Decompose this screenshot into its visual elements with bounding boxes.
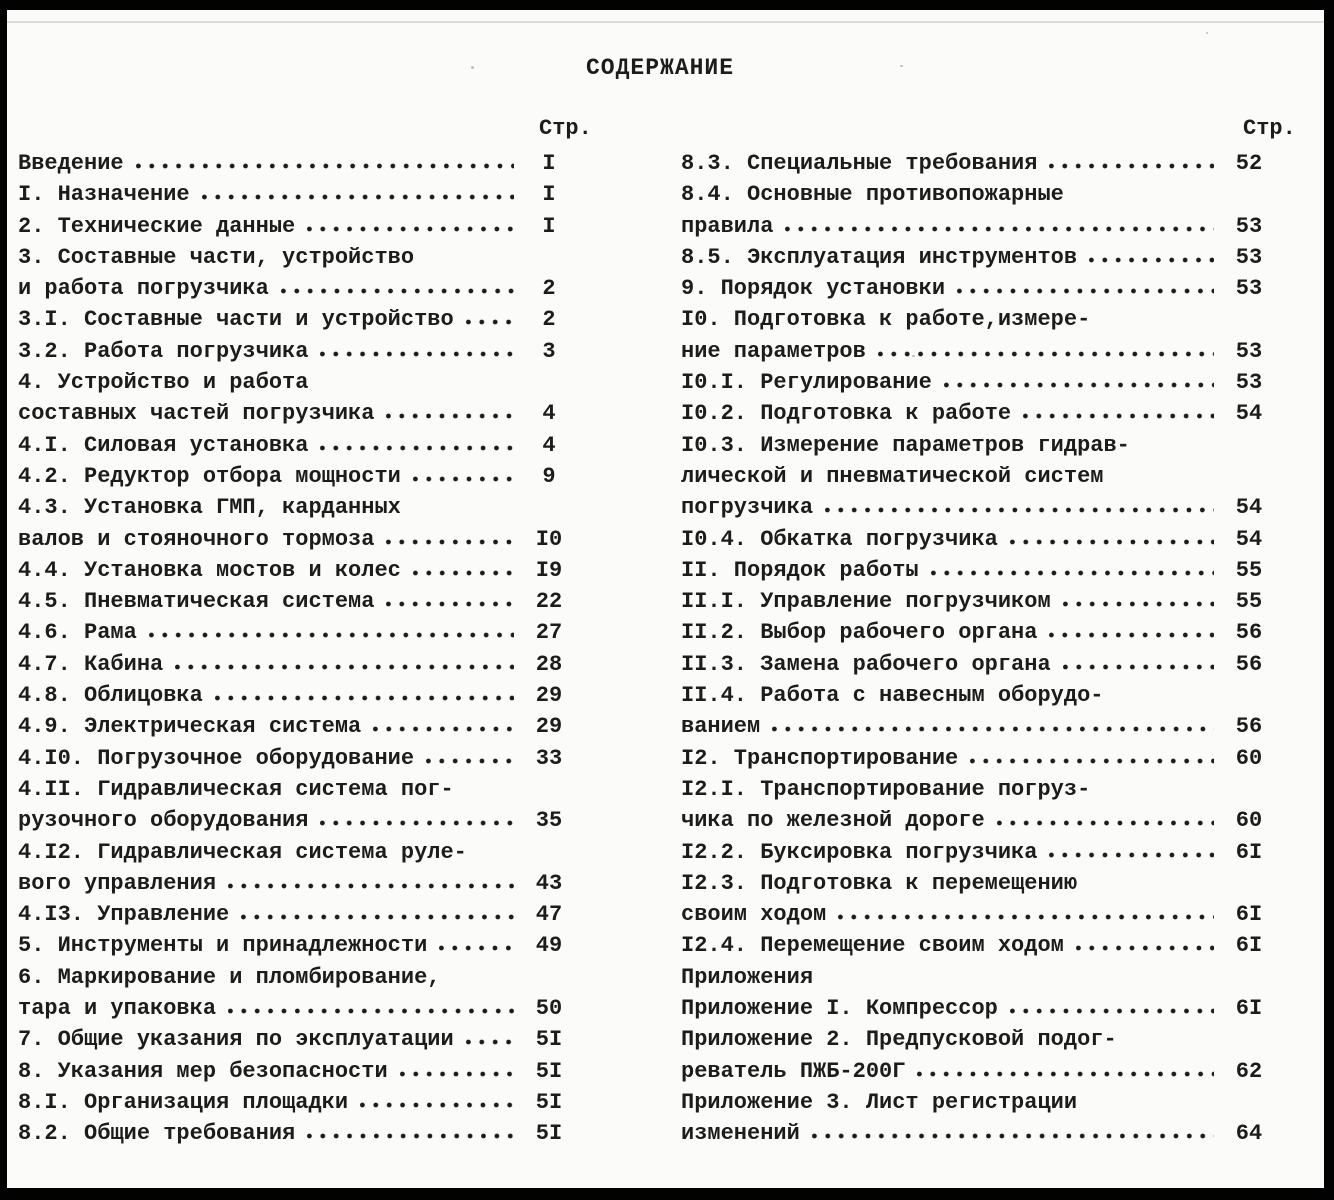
- toc-line: [681, 307, 1278, 338]
- toc-page-number: 62: [1235, 1058, 1263, 1084]
- toc-entry-text: 3. Составные части, устройство: [18, 244, 415, 270]
- toc-line: [18, 714, 578, 745]
- toc-leader-dots: [466, 1029, 514, 1045]
- toc-leader-dots: [439, 935, 514, 951]
- toc-page-number: 49: [535, 933, 563, 959]
- toc-page-number: 5I: [535, 1027, 563, 1053]
- toc-entry-text: изменений: [681, 1121, 800, 1147]
- toc-line: [18, 871, 578, 902]
- toc-page-number: 53: [1235, 370, 1263, 396]
- toc-line: [681, 276, 1278, 307]
- toc-line: [681, 558, 1278, 589]
- toc-line: [681, 683, 1278, 714]
- toc-leader-dots: [812, 1123, 1214, 1139]
- toc-line: [18, 214, 578, 245]
- page-column-header-right: Стр.: [1243, 116, 1296, 141]
- toc-line: [18, 589, 578, 620]
- toc-leader-dots: [320, 810, 514, 826]
- toc-leader-dots: [175, 654, 514, 670]
- toc-line: [681, 214, 1278, 245]
- toc-page-number: 6I: [1235, 996, 1263, 1022]
- toc-page-number: 56: [1235, 620, 1263, 646]
- toc-line: [681, 433, 1278, 464]
- toc-line: [681, 339, 1278, 370]
- toc-page-number: 6I: [1235, 839, 1263, 865]
- toc-leader-dots: [386, 591, 514, 607]
- toc-page-number: 3: [542, 338, 556, 364]
- toc-leader-dots: [136, 153, 514, 169]
- toc-entry-text: I2.4. Перемещение своим ходом: [681, 933, 1064, 959]
- toc-entry-text: 4.I2. Гидравлическая система руле-: [18, 839, 467, 865]
- toc-entry-text: 8.2. Общие требования: [18, 1121, 296, 1147]
- toc-page-number: I: [542, 213, 556, 239]
- toc-page-number: 54: [1235, 495, 1263, 521]
- toc-line: [681, 933, 1278, 964]
- toc-entry-text: правила: [681, 213, 774, 239]
- toc-leader-dots: [772, 716, 1214, 732]
- toc-entry-text: рузочного оборудования: [18, 808, 309, 834]
- toc-entry-text: ние параметров: [681, 338, 866, 364]
- toc-entry-text: 3.2. Работа погрузчика: [18, 338, 309, 364]
- toc-entry-text: составных частей погрузчика: [18, 401, 375, 427]
- toc-page-number: 55: [1235, 557, 1263, 583]
- toc-leader-dots: [1010, 529, 1214, 545]
- toc-line: [18, 777, 578, 808]
- toc-entry-text: 4.5. Пневматическая система: [18, 589, 375, 615]
- toc-entry-text: Приложение 2. Предпусковой подог-: [681, 1027, 1117, 1053]
- toc-line: [18, 151, 578, 182]
- toc-line: [681, 370, 1278, 401]
- toc-entry-text: 4.4. Установка мостов и колес: [18, 557, 401, 583]
- toc-entry-text: 4.7. Кабина: [18, 651, 164, 677]
- toc-line: [18, 558, 578, 589]
- toc-line: [681, 902, 1278, 933]
- toc-line: [681, 965, 1278, 996]
- toc-leader-dots: [1076, 935, 1214, 951]
- toc-leader-dots: [281, 278, 514, 294]
- toc-page-number: 60: [1235, 808, 1263, 834]
- toc-line: [681, 652, 1278, 683]
- toc-page-number: 33: [535, 745, 563, 771]
- toc-entry-text: 4. Устройство и работа: [18, 370, 309, 396]
- toc-page-number: 29: [535, 714, 563, 740]
- toc-leader-dots: [413, 560, 514, 576]
- toc-page-number: 5I: [535, 1058, 563, 1084]
- toc-page-number: 55: [1235, 589, 1263, 615]
- toc-line: [18, 683, 578, 714]
- toc-entry-text: I. Назначение: [18, 182, 190, 208]
- toc-leader-dots: [413, 466, 514, 482]
- toc-entry-text: I0.2. Подготовка к работе: [681, 401, 1012, 427]
- toc-leader-dots: [1023, 403, 1214, 419]
- toc-leader-dots: [1049, 842, 1214, 858]
- toc-page-number: 56: [1235, 714, 1263, 740]
- toc-leader-dots: [1089, 247, 1214, 263]
- toc-page-number: 54: [1235, 526, 1263, 552]
- toc-entry-text: I2.3. Подготовка к перемещению: [681, 870, 1078, 896]
- toc-entry-text: 8.I. Организация площадки: [18, 1089, 349, 1115]
- toc-page-number: 5I: [535, 1121, 563, 1147]
- toc-line: [681, 620, 1278, 651]
- toc-line: [18, 495, 578, 526]
- toc-page-number: 2: [542, 276, 556, 302]
- toc-leader-dots: [400, 1061, 514, 1077]
- toc-leader-dots: [1049, 153, 1214, 169]
- scan-speck: [1206, 32, 1208, 34]
- toc-entry-text: Приложение I. Компрессор: [681, 996, 998, 1022]
- toc-leader-dots: [944, 372, 1214, 388]
- toc-line: [18, 620, 578, 651]
- toc-entry-text: 3.I. Составные части и устройство: [18, 307, 454, 333]
- toc-entry-text: II. Порядок работы: [681, 557, 919, 583]
- toc-line: [18, 245, 578, 276]
- toc-leader-dots: [1010, 998, 1214, 1014]
- scanned-page: [7, 10, 1324, 1188]
- toc-line: [681, 996, 1278, 1027]
- toc-page-number: I0: [535, 526, 563, 552]
- toc-entry-text: погрузчика: [681, 495, 814, 521]
- toc-line: [681, 589, 1278, 620]
- toc-line: [18, 652, 578, 683]
- toc-line: [18, 1027, 578, 1058]
- toc-line: [18, 1090, 578, 1121]
- toc-line: [18, 965, 578, 996]
- toc-entry-text: реватель ПЖБ-200Г: [681, 1058, 906, 1084]
- toc-line: [681, 1027, 1278, 1058]
- toc-entry-text: 8.5. Эксплуатация инструментов: [681, 244, 1078, 270]
- toc-entry-text: Приложение 3. Лист регистрации: [681, 1089, 1078, 1115]
- toc-left-column: [18, 151, 578, 1153]
- toc-line: [681, 464, 1278, 495]
- scan-speck: [471, 66, 474, 69]
- toc-entry-text: Введение: [18, 151, 124, 176]
- toc-line: [18, 182, 578, 213]
- toc-entry-text: тара и упаковка: [18, 996, 217, 1022]
- toc-leader-dots: [307, 216, 514, 232]
- toc-line: [18, 464, 578, 495]
- toc-line: [681, 1059, 1278, 1090]
- toc-entry-text: I2.2. Буксировка погрузчика: [681, 839, 1038, 865]
- toc-line: [18, 933, 578, 964]
- toc-entry-text: 7. Общие указания по эксплуатации: [18, 1027, 454, 1053]
- toc-line: [18, 746, 578, 777]
- toc-leader-dots: [307, 1123, 514, 1139]
- toc-leader-dots: [215, 685, 514, 701]
- toc-page-number: I9: [535, 557, 563, 583]
- page-column-header-left: Стр.: [539, 116, 592, 141]
- toc-page-number: 53: [1235, 338, 1263, 364]
- toc-page-number: 6I: [1235, 902, 1263, 928]
- toc-line: [681, 182, 1278, 213]
- toc-page-number: 27: [535, 620, 563, 646]
- toc-line: [18, 307, 578, 338]
- toc-page-number: 22: [535, 589, 563, 615]
- toc-entry-text: I2.I. Транспортирование погруз-: [681, 776, 1091, 802]
- toc-entry-text: II.4. Работа с навесным оборудо-: [681, 683, 1104, 709]
- toc-entry-text: 8. Указания мер безопасности: [18, 1058, 388, 1084]
- toc-leader-dots: [878, 341, 1214, 357]
- toc-page-number: 50: [535, 996, 563, 1022]
- toc-entry-text: ванием: [681, 714, 761, 740]
- toc-leader-dots: [386, 529, 514, 545]
- toc-line: [681, 714, 1278, 745]
- toc-page-number: 56: [1235, 651, 1263, 677]
- toc-page-number: I: [542, 182, 556, 208]
- scan-speck: [912, 355, 915, 357]
- toc-line: [18, 401, 578, 432]
- toc-leader-dots: [228, 998, 514, 1014]
- toc-line: [18, 433, 578, 464]
- toc-leader-dots: [241, 904, 514, 920]
- toc-line: [681, 808, 1278, 839]
- toc-page-number: 29: [535, 683, 563, 709]
- toc-entry-text: I0.3. Измерение параметров гидрав-: [681, 432, 1130, 458]
- toc-leader-dots: [825, 497, 1214, 513]
- toc-page-number: 4: [542, 401, 556, 427]
- toc-line: [18, 808, 578, 839]
- toc-leader-dots: [386, 403, 514, 419]
- toc-line: [18, 276, 578, 307]
- toc-page-number: 2: [542, 307, 556, 333]
- toc-entry-text: 4.I0. Погрузочное оборудование: [18, 745, 415, 771]
- toc-entry-text: 5. Инструменты и принадлежности: [18, 933, 428, 959]
- toc-entry-text: 8.4. Основные противопожарные: [681, 182, 1064, 208]
- toc-leader-dots: [1049, 622, 1214, 638]
- toc-entry-text: 4.II. Гидравлическая система пог-: [18, 776, 454, 802]
- toc-line: [18, 840, 578, 871]
- toc-page-number: 54: [1235, 401, 1263, 427]
- toc-leader-dots: [320, 341, 514, 357]
- toc-leader-dots: [970, 748, 1214, 764]
- toc-page-number: 53: [1235, 213, 1263, 239]
- toc-page-number: 43: [535, 870, 563, 896]
- toc-leader-dots: [931, 560, 1214, 576]
- toc-line: [18, 902, 578, 933]
- toc-entry-text: 4.I. Силовая установка: [18, 432, 309, 458]
- toc-line: [681, 871, 1278, 902]
- toc-page-number: 53: [1235, 244, 1263, 270]
- toc-line: [681, 151, 1278, 182]
- toc-entry-text: чика по железной дороге: [681, 808, 985, 834]
- toc-entry-text: валов и стояночного тормоза: [18, 526, 375, 552]
- toc-entry-text: вого управления: [18, 870, 217, 896]
- toc-line: [18, 370, 578, 401]
- toc-line: [18, 527, 578, 558]
- toc-entry-text: 6. Маркирование и пломбирование,: [18, 964, 441, 990]
- toc-leader-dots: [373, 716, 514, 732]
- toc-entry-text: 9. Порядок установки: [681, 276, 946, 302]
- toc-entry-text: I2. Транспортирование: [681, 745, 959, 771]
- toc-leader-dots: [426, 748, 514, 764]
- toc-entry-text: II.2. Выбор рабочего органа: [681, 620, 1038, 646]
- toc-entry-text: 4.2. Редуктор отбора мощности: [18, 463, 401, 489]
- toc-line: [681, 840, 1278, 871]
- toc-entry-text: 4.6. Рама: [18, 620, 137, 646]
- toc-page-number: 53: [1235, 276, 1263, 302]
- toc-line: [681, 245, 1278, 276]
- toc-leader-dots: [785, 216, 1214, 232]
- scan-speck: [900, 65, 903, 67]
- toc-leader-dots: [202, 184, 514, 200]
- toc-line: [18, 339, 578, 370]
- toc-leader-dots: [997, 810, 1214, 826]
- scan-artifact-line: [7, 21, 1324, 23]
- toc-entry-text: I0.I. Регулирование: [681, 370, 932, 396]
- toc-line: [681, 1121, 1278, 1152]
- toc-entry-text: 8.3. Специальные требования: [681, 151, 1038, 176]
- toc-line: [18, 1121, 578, 1152]
- toc-entry-text: II.I. Управление погрузчиком: [681, 589, 1051, 615]
- toc-page-number: 28: [535, 651, 563, 677]
- toc-leader-dots: [228, 873, 514, 889]
- toc-page-number: 9: [542, 463, 556, 489]
- toc-entry-text: 4.I3. Управление: [18, 902, 230, 928]
- toc-line: [18, 996, 578, 1027]
- toc-leader-dots: [917, 1061, 1214, 1077]
- toc-leader-dots: [466, 309, 514, 325]
- toc-line: [681, 401, 1278, 432]
- toc-entry-text: 4.8. Облицовка: [18, 683, 203, 709]
- toc-leader-dots: [838, 904, 1214, 920]
- toc-entry-text: 4.9. Электрическая система: [18, 714, 362, 740]
- toc-line: [18, 1059, 578, 1090]
- toc-leader-dots: [1063, 591, 1214, 607]
- toc-leader-dots: [957, 278, 1214, 294]
- toc-entry-text: Приложения: [681, 964, 814, 990]
- toc-page-number: 47: [535, 902, 563, 928]
- toc-page-number: 52: [1235, 151, 1263, 176]
- toc-entry-text: II.3. Замена рабочего органа: [681, 651, 1051, 677]
- toc-line: [681, 746, 1278, 777]
- toc-leader-dots: [360, 1092, 514, 1108]
- toc-leader-dots: [149, 622, 514, 638]
- toc-entry-text: 4.3. Установка ГМП, карданных: [18, 495, 401, 521]
- toc-page-number: 5I: [535, 1089, 563, 1115]
- toc-entry-text: и работа погрузчика: [18, 276, 269, 302]
- toc-entry-text: своим ходом: [681, 902, 827, 928]
- toc-line: [681, 527, 1278, 558]
- toc-line: [681, 495, 1278, 526]
- toc-leader-dots: [1063, 654, 1214, 670]
- toc-page-number: 60: [1235, 745, 1263, 771]
- toc-page-number: 6I: [1235, 933, 1263, 959]
- document-title: СОДЕРЖАНИЕ: [586, 55, 735, 81]
- toc-entry-text: I0.4. Обкатка погрузчика: [681, 526, 998, 552]
- toc-page-number: 4: [542, 432, 556, 458]
- toc-entry-text: лической и пневматической систем: [681, 463, 1104, 489]
- toc-right-column: [681, 151, 1278, 1153]
- toc-page-number: 64: [1235, 1121, 1263, 1147]
- toc-line: [681, 1090, 1278, 1121]
- toc-page-number: I: [542, 151, 556, 176]
- toc-entry-text: I0. Подготовка к работе,измере-: [681, 307, 1091, 333]
- toc-entry-text: 2. Технические данные: [18, 213, 296, 239]
- toc-leader-dots: [320, 435, 514, 451]
- toc-page-number: 35: [535, 808, 563, 834]
- toc-line: [681, 777, 1278, 808]
